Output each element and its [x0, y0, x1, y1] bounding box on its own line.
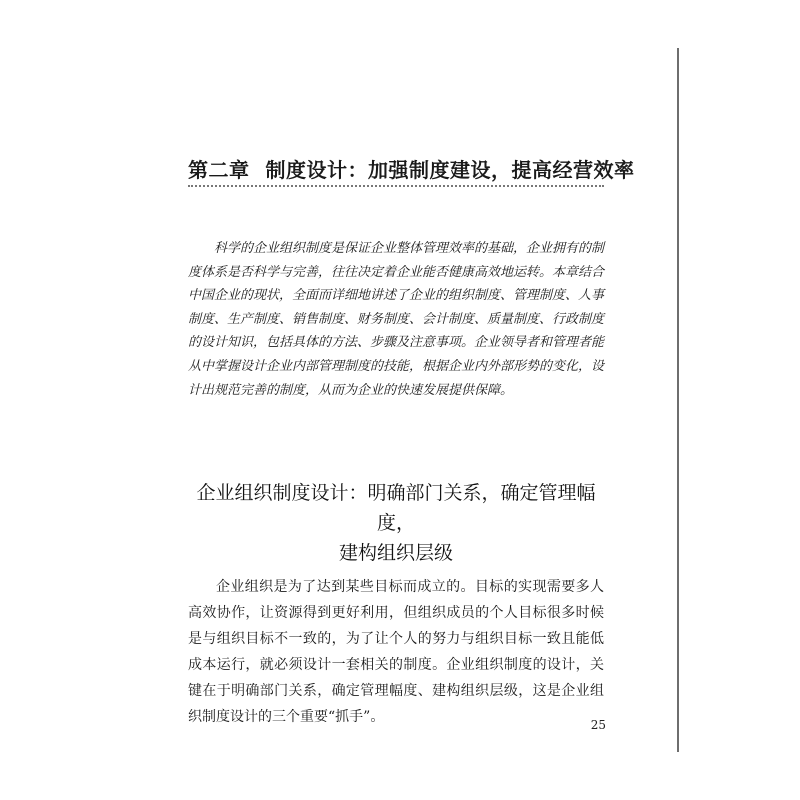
- chapter-heading: 制度设计：加强制度建设，提高经营效率: [265, 158, 635, 182]
- section-title-line-1: 企业组织制度设计：明确部门关系，确定管理幅度，: [196, 482, 596, 534]
- section-title-line-2: 建构组织层级: [338, 542, 453, 564]
- chapter-intro-paragraph: 科学的企业组织制度是保证企业整体管理效率的基础，企业拥有的制度体系是否科学与完善，往往决定着企业能否健康高效地运转。本章结合中国企业的现状，全面而详细地讲述了企业的组织制度、管理制度、人事制度、生产制度、销售制度、财务制度、会计制度、质量制度、行政制度的设计知识，包括具体的方法、步骤及注意事项。企业领导者和管理者能从中掌握设计企业内部管理制度的技能，根据企业内外部形势的变化，设计出规范完善的制度，从而为企业的快速发展提供保障。: [188, 241, 605, 398]
- chapter-label: 第二章: [188, 158, 250, 182]
- chapter-title-divider: [188, 185, 604, 187]
- section-title: [188, 478, 604, 568]
- page-edge-line: [677, 48, 679, 752]
- chapter-title: [188, 154, 635, 183]
- page-number: 25: [590, 718, 606, 732]
- body-paragraph: 企业组织是为了达到某些目标而成立的。目标的实现需要多人高效协作，让资源得到更好利用，但组织成员的个人目标很多时候是与组织目标不一致的，为了让个人的努力与组织目标一致且能低成本运行，就必须设计一套相关的制度。企业组织制度的设计，关键在于明确部门关系，确定管理幅度、建构组织层级，这是企业组织制度设计的三个重要“抓手”。: [188, 579, 604, 725]
